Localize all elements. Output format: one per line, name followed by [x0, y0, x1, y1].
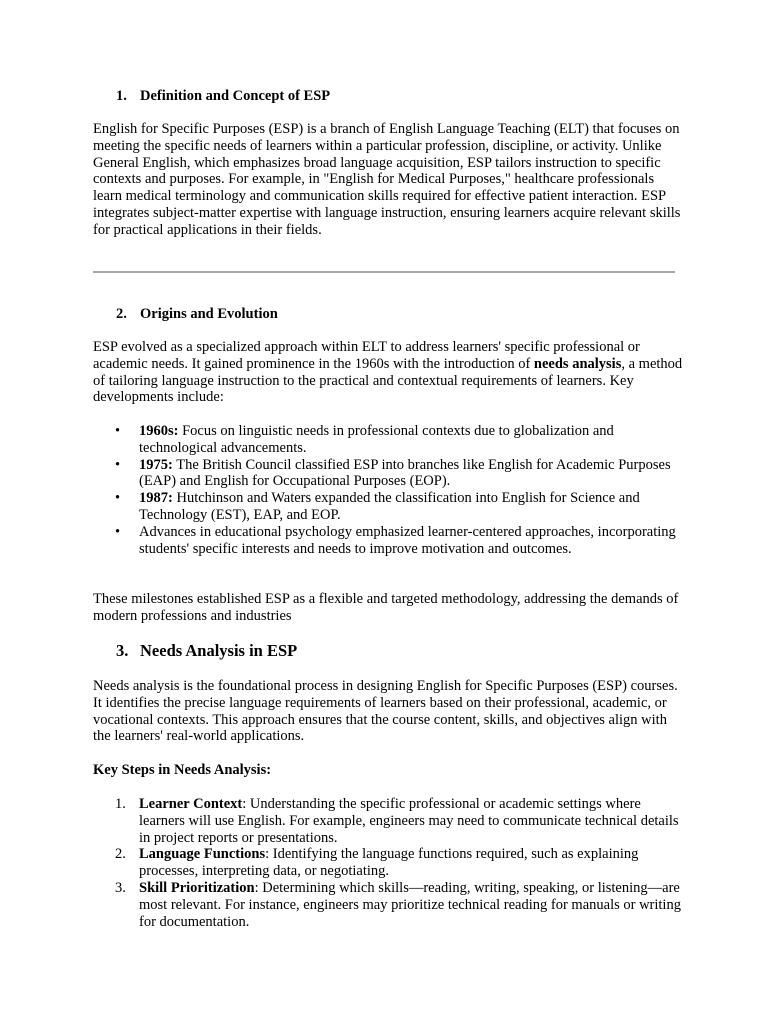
- step-number: 1.: [115, 796, 126, 812]
- list-item: [93, 524, 683, 558]
- list-item-label: 1960s:: [139, 423, 179, 439]
- section-2-intro-end: , a method of tailoring language instruction to the practical and contextual requirements of learners. Key developments include:: [93, 355, 683, 406]
- developments-list: [93, 423, 683, 557]
- list-item-label: 1987:: [139, 490, 173, 507]
- section-3-body: Needs analysis is the foundational process in designing English for Specific Purposes (ESP) courses. It identifies the precise language requirements of learners based on their professional, academic, or vocational contexts. This approach ensures that the course content, skills, and objectives align with the learners' real-world applications.: [93, 678, 678, 745]
- section-2-intro-start: ESP evolved as a specialized approach within ELT to address learners' specific professional or academic needs. It gained prominence in the 1960s with the introduction of: [93, 339, 640, 372]
- list-item-text: The British Council classified ESP into branches like English for Academic Purposes (EAP) and English for Occupational Purposes (EOP).: [139, 456, 671, 490]
- step-number: 2.: [115, 846, 126, 863]
- bullet-marker: •: [115, 523, 121, 540]
- step-number: 3.: [115, 879, 126, 896]
- section-1-number: 1.: [116, 88, 127, 104]
- list-item: [93, 846, 683, 880]
- list-item: [93, 880, 683, 930]
- list-item-text: Hutchinson and Waters expanded the classification into English for Science and Technology (EST), EAP, and EOP.: [139, 490, 640, 523]
- key-steps-list: [93, 796, 683, 930]
- section-2-number: 2.: [116, 306, 127, 322]
- list-item-label: 1975:: [139, 456, 173, 473]
- section-3-heading: [116, 641, 297, 661]
- section-1-body: English for Specific Purposes (ESP) is a branch of English Language Teaching (ELT) that focuses on meeting the specific needs of learners within a particular profession, discipline, or activity. Unlike General English, which emphasizes broad language acquisition, ESP tailors instruction to specific contexts and purposes. For example, in "English for Medical Purposes," healthcare professionals learn medical terminology and communication skills required for effective patient interaction. ESP integrates subject-matter expertise with language instruction, ensuring learners acquire relevant skills for practical applications in their fields.: [93, 121, 681, 238]
- bullet-marker: •: [115, 456, 121, 473]
- section-1-title: Definition and Concept of ESP: [140, 88, 331, 104]
- step-label: Skill Prioritization: [139, 879, 255, 896]
- list-item: [93, 457, 683, 491]
- bullet-marker: •: [115, 423, 121, 439]
- section-2-title: Origins and Evolution: [140, 306, 278, 322]
- section-2-heading: [116, 306, 278, 323]
- key-steps-heading: Key Steps in Needs Analysis:: [93, 762, 272, 778]
- bullet-marker: •: [115, 490, 121, 507]
- section-1-heading: [116, 88, 330, 105]
- list-item-text: Focus on linguistic needs in professional contexts due to globalization and technological advancements.: [139, 423, 614, 456]
- step-text: : Identifying the language functions required, such as explaining processes, interpreting data, or negotiating.: [139, 846, 639, 880]
- section-2-intro: [93, 339, 683, 406]
- step-label: Language Functions: [139, 846, 266, 863]
- section-3-title: Needs Analysis in ESP: [140, 641, 298, 660]
- section-2-conclusion: These milestones established ESP as a flexible and targeted methodology, addressing the demands of modern professions and industries: [93, 591, 679, 624]
- list-item: [93, 796, 683, 846]
- step-text: : Determining which skills—reading, writing, speaking, or listening—are most relevant. For instance, engineers may prioritize technical reading for manuals or writing for documentation.: [139, 879, 681, 930]
- section-3-number: 3.: [116, 641, 129, 660]
- step-text: : Understanding the specific professional or academic settings where learners will use English. For example, engineers may need to communicate technical details in project reports or presentations.: [139, 796, 679, 846]
- horizontal-divider: [93, 271, 675, 273]
- list-item: [93, 490, 683, 524]
- list-item: [93, 423, 683, 457]
- needs-analysis-term: needs analysis: [533, 355, 622, 372]
- step-label: Learner Context: [139, 796, 243, 812]
- list-item-text: Advances in educational psychology emphasized learner-centered approaches, incorporating students' specific interests and needs to improve motivation and outcomes.: [139, 523, 676, 557]
